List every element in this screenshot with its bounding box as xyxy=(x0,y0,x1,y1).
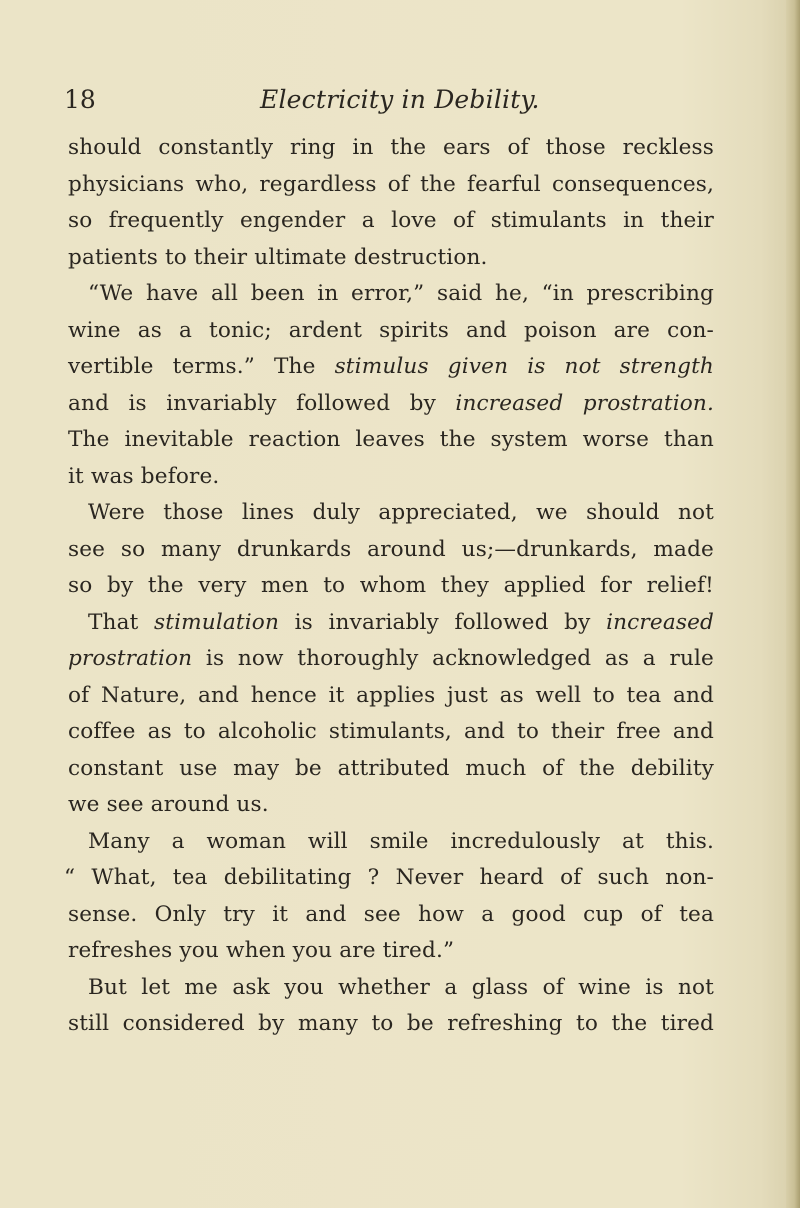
italic-span: stimulation xyxy=(154,609,280,635)
text-line: so by the very men to whom they applied for relief! xyxy=(68,573,714,598)
text-line: refreshes you when you are tired.” xyxy=(68,938,455,963)
text-line: Were those lines duly appreciated, we should not xyxy=(88,500,714,525)
text-line xyxy=(68,349,714,386)
text-span: and is invariably followed by xyxy=(68,390,456,416)
text-line xyxy=(68,386,714,423)
text-line: sense. Only try it and see how a good cup of tea xyxy=(68,901,714,927)
text-line: “ What, tea debilitating ? Never heard of such non- xyxy=(64,865,714,890)
text-line: see so many drunkards around us;—drunkards, made xyxy=(68,536,714,562)
text-line: The inevitable reaction leaves the system worse than xyxy=(68,427,714,452)
text-span: is invariably followed by xyxy=(279,609,607,635)
page-number: 18 xyxy=(64,85,96,114)
text-line: wine as a tonic; ardent spirits and poison are con- xyxy=(68,317,714,343)
text-line: so frequently engender a love of stimulants in their xyxy=(68,208,714,233)
text-line: But let me ask you whether a glass of wine is not xyxy=(88,974,714,1000)
text-span: That xyxy=(88,609,155,635)
text-line: constant use may be attributed much of the debility xyxy=(68,755,714,781)
text-line: patients to their ultimate destruction. xyxy=(68,244,488,270)
page-header xyxy=(64,82,664,118)
page-edge-shadow xyxy=(786,0,800,1208)
italic-span: increased xyxy=(606,609,714,635)
italic-span: stimulus given is not strength xyxy=(334,354,714,379)
text-line xyxy=(68,641,714,678)
text-line: should constantly ring in the ears of those reckless xyxy=(68,135,714,160)
italic-span: prostration xyxy=(68,646,193,671)
body-text xyxy=(64,130,715,1043)
text-line xyxy=(68,605,714,642)
text-line: physicians who, regardless of the fearful consequences, xyxy=(68,171,714,197)
text-line: we see around us. xyxy=(68,792,269,817)
text-line: still considered by many to be refreshing to the tired xyxy=(68,1011,714,1036)
text-line: of Nature, and hence it applies just as well to tea and xyxy=(68,682,714,708)
running-title: Electricity in Debility. xyxy=(260,85,540,114)
text-line: Many a woman will smile incredulously at this. xyxy=(88,828,714,854)
text-line: it was before. xyxy=(68,463,220,489)
text-line: “We have all been in error,” said he, “in prescribing xyxy=(88,281,714,306)
text-line: coffee as to alcoholic stimulants, and to their free and xyxy=(68,719,714,744)
italic-span: increased prostration. xyxy=(455,390,715,416)
text-span: vertible terms.” The xyxy=(68,354,335,379)
text-span: is now thoroughly acknowledged as a rule xyxy=(192,646,714,671)
